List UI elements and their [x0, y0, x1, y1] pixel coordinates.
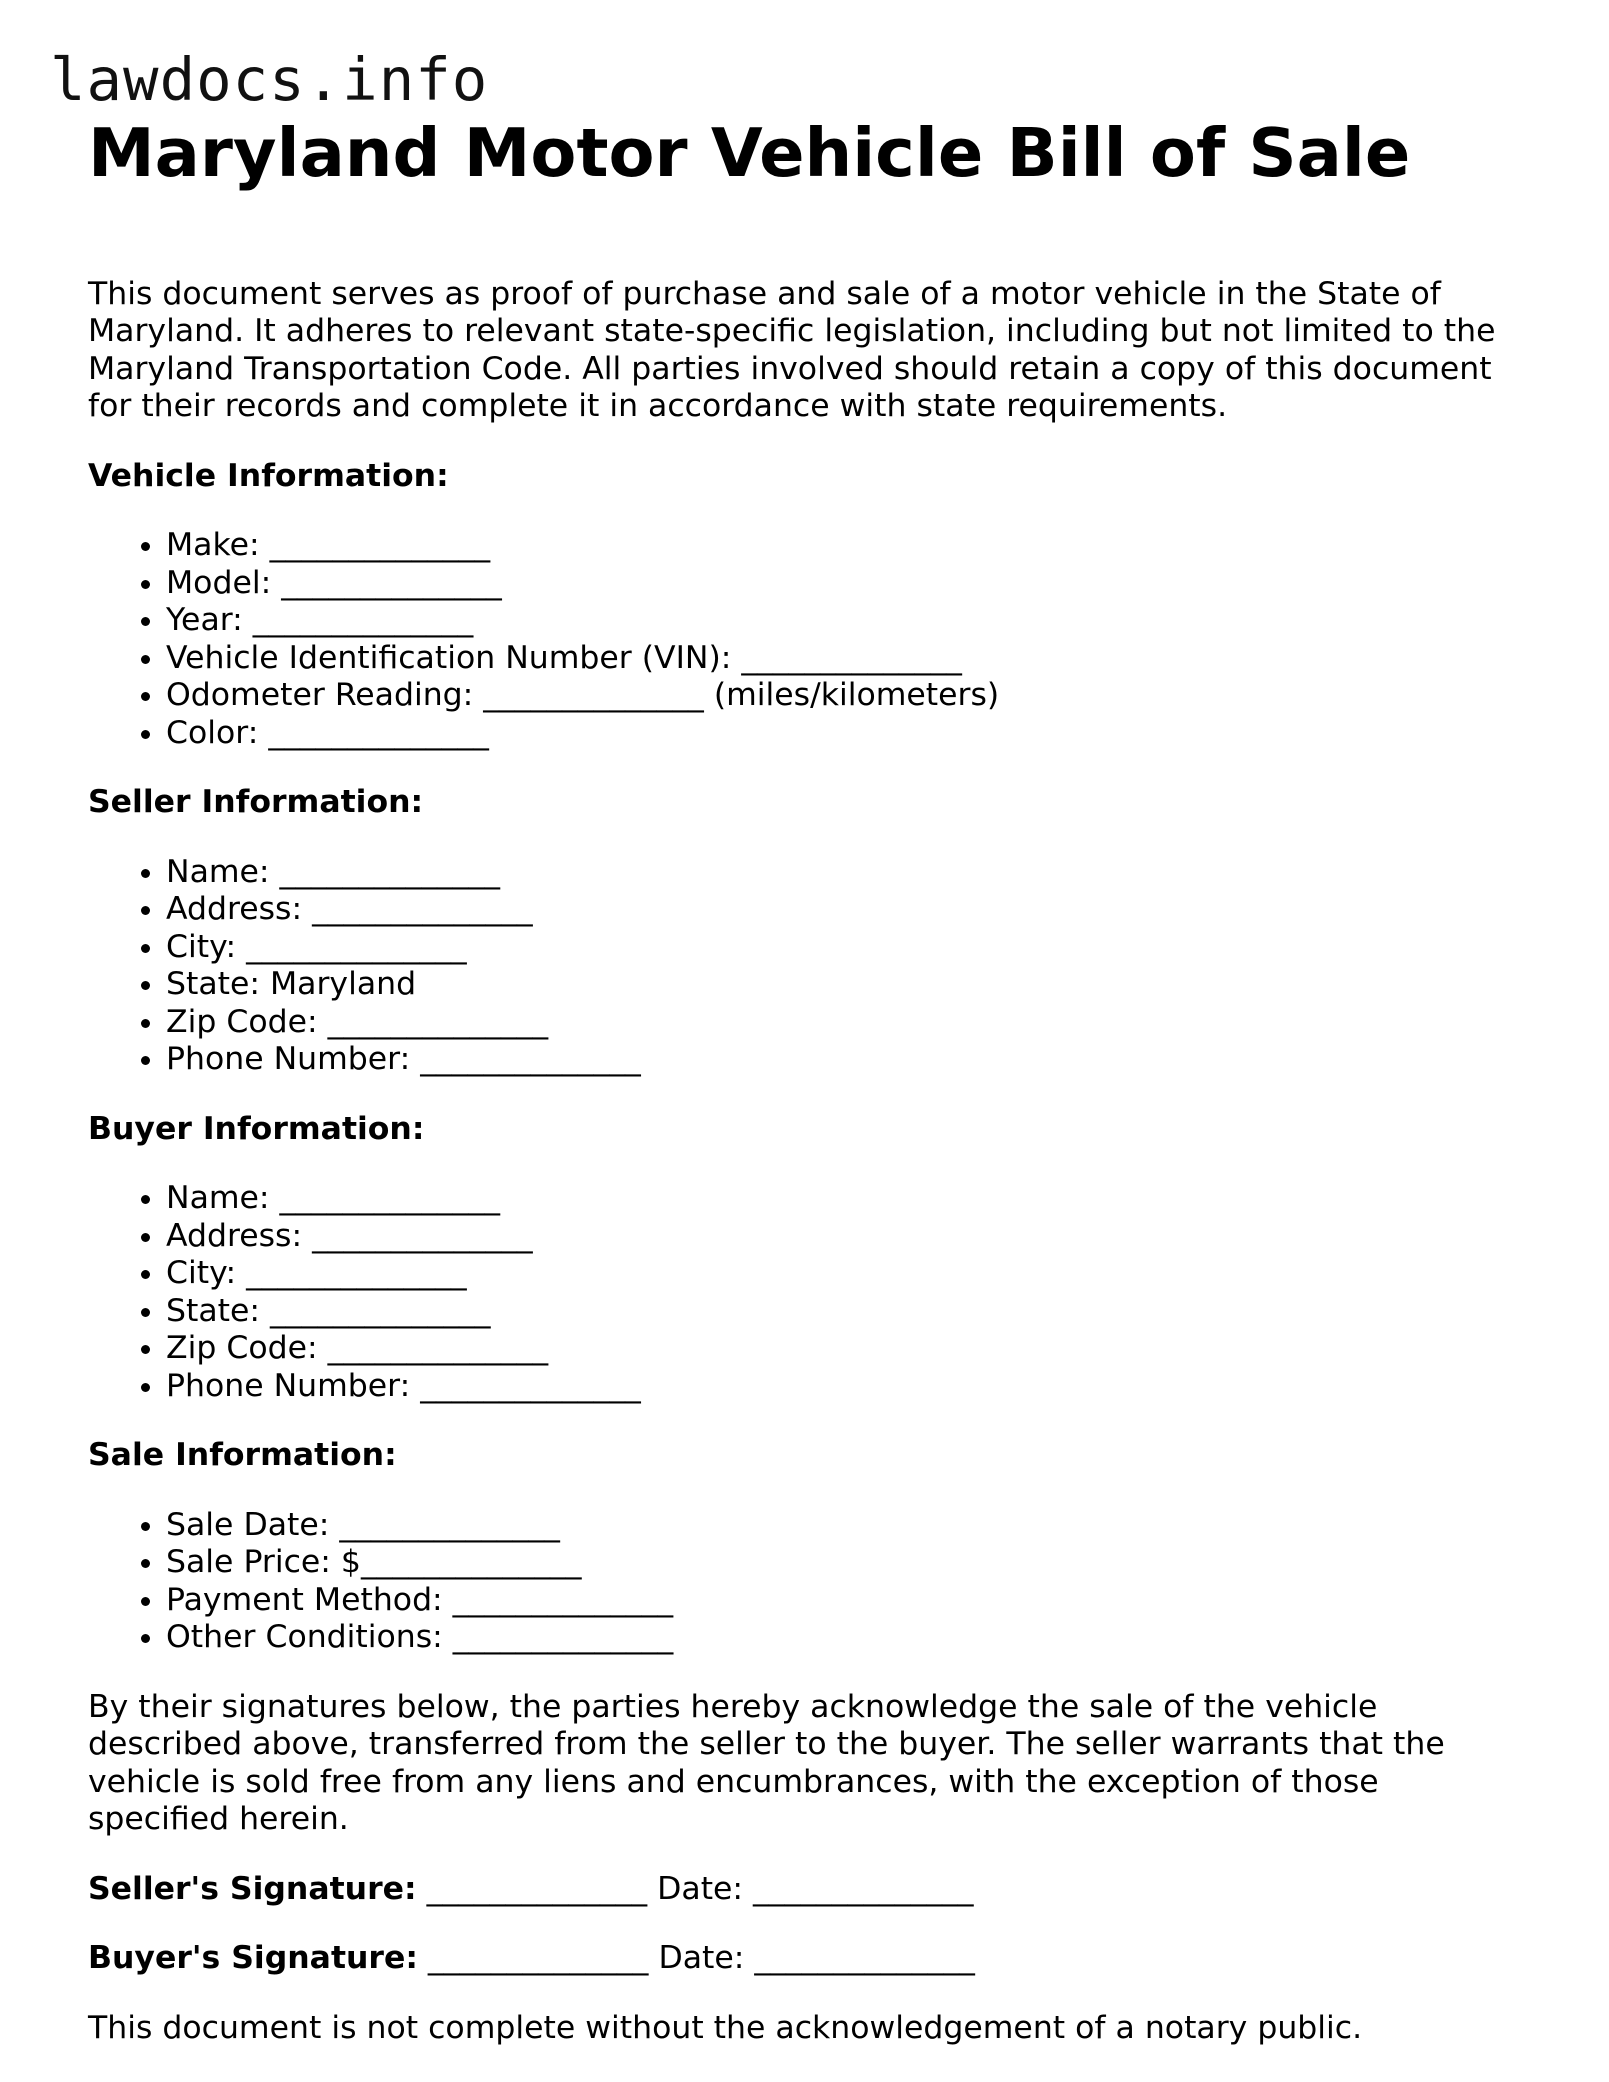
notary-note: This document is not complete without the acknowledgement of a notary public.	[88, 2009, 1363, 2046]
list-item: • Zip Code: ______________	[166, 1330, 1508, 1368]
site-watermark: lawdocs.info	[50, 45, 489, 114]
list-item: • State: Maryland	[166, 966, 1508, 1004]
list-item: • Zip Code: ______________	[166, 1004, 1508, 1042]
list-item: • State: ______________	[166, 1293, 1508, 1331]
list-item: • Address: ______________	[166, 891, 1508, 929]
seller-signature-label: Seller's Signature:	[88, 1870, 417, 1907]
sale-info-list	[88, 1507, 1508, 1657]
seller-signature-line	[88, 1871, 1508, 1909]
list-item: • Make: ______________	[166, 527, 1508, 565]
buyer-signature-blanks: ______________ Date: ______________	[417, 1940, 975, 1977]
list-item: • Name: ______________	[166, 1180, 1508, 1218]
list-item: • Phone Number: ______________	[166, 1368, 1508, 1406]
list-item: • Address: ______________	[166, 1218, 1508, 1256]
seller-section-heading: Seller Information:	[88, 784, 424, 821]
intro-paragraph: This document serves as proof of purchase and sale of a motor vehicle in the State of Maryland. It adheres to relevant state-specific legislation, including but not limited to the Maryland Transportation Code. All parties involved should retain a copy of this document for their records and complete it in accordance with state requirements.	[88, 275, 1496, 425]
buyer-section-heading: Buyer Information:	[88, 1110, 425, 1147]
list-item: • Model: ______________	[166, 565, 1508, 603]
seller-signature-blanks: ______________ Date: ______________	[416, 1870, 974, 1907]
seller-info-list	[88, 854, 1508, 1079]
vehicle-info-list	[88, 527, 1508, 752]
acknowledgement-paragraph: By their signatures below, the parties hereby acknowledge the sale of the vehicle described above, transferred from the seller to the buyer. The seller warrants that the vehicle is sold free from any liens and encumbrances, with the exception of those specified herein.	[88, 1688, 1445, 1838]
buyer-signature-label: Buyer's Signature:	[88, 1940, 418, 1977]
list-item: • City: ______________	[166, 929, 1508, 967]
document-title: Maryland Motor Vehicle Bill of Sale	[88, 114, 1411, 192]
list-item: • Name: ______________	[166, 854, 1508, 892]
buyer-signature-line	[88, 1940, 1508, 1978]
list-item: • City: ______________	[166, 1255, 1508, 1293]
sale-section-heading: Sale Information:	[88, 1437, 397, 1474]
list-item: • Color: ______________	[166, 715, 1508, 753]
list-item: • Phone Number: ______________	[166, 1041, 1508, 1079]
list-item: • Odometer Reading: ______________ (miles/kilometers)	[166, 677, 1508, 715]
list-item: • Year: ______________	[166, 602, 1508, 640]
list-item: • Payment Method: ______________	[166, 1582, 1508, 1620]
document-body	[88, 114, 1508, 2047]
vehicle-section-heading: Vehicle Information:	[88, 457, 449, 494]
list-item: • Sale Price: $______________	[166, 1544, 1508, 1582]
list-item: • Sale Date: ______________	[166, 1507, 1508, 1545]
list-item: • Other Conditions: ______________	[166, 1619, 1508, 1657]
buyer-info-list	[88, 1180, 1508, 1405]
list-item: • Vehicle Identification Number (VIN): ______________	[166, 640, 1508, 678]
